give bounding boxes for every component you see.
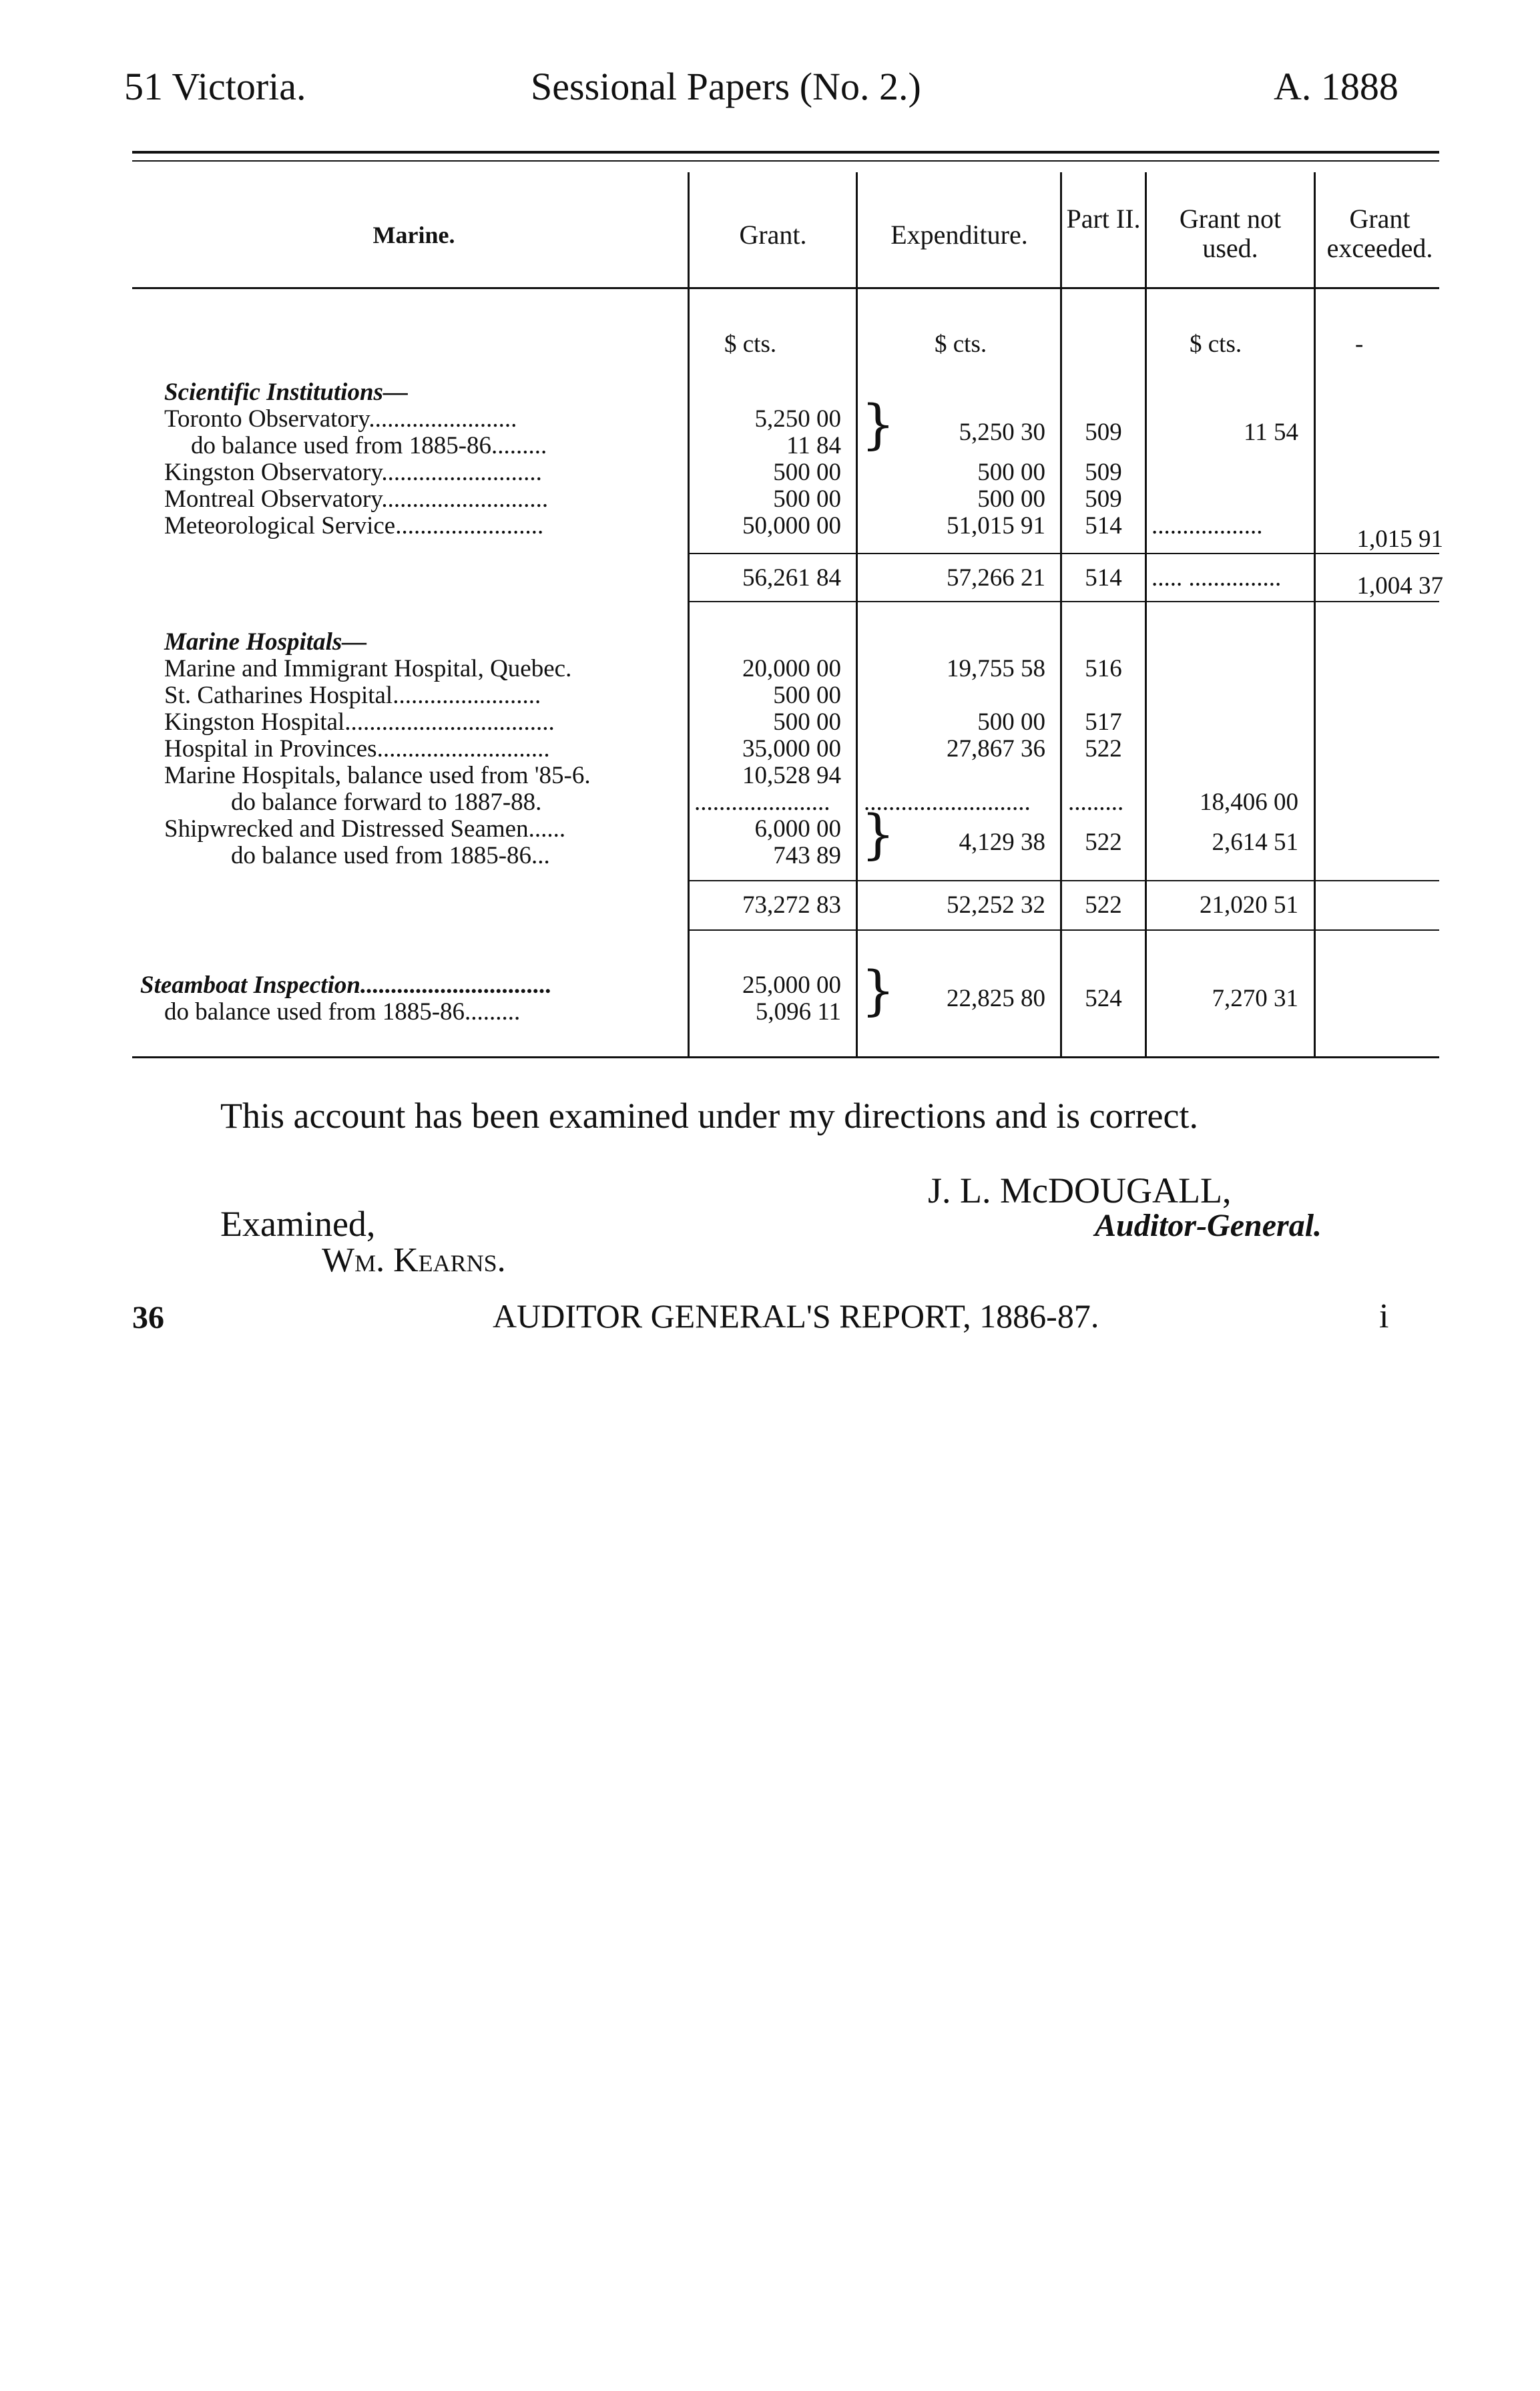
row-grant: ...................... — [694, 789, 830, 816]
report-title: AUDITOR GENERAL'S REPORT, 1886-87. — [493, 1297, 1099, 1335]
row-part: 514 — [1085, 512, 1122, 539]
subtotal-rule — [688, 553, 1439, 554]
header-left: 51 Victoria. — [124, 65, 306, 108]
row-part: 517 — [1085, 708, 1122, 736]
row-expenditure: ........................... — [864, 789, 1031, 816]
row-expenditure: 27,867 36 — [947, 735, 1045, 763]
brace: } — [861, 393, 895, 455]
brace-not-used: 2,614 51 — [1212, 829, 1298, 856]
row-label: Montreal Observatory........................... — [164, 485, 549, 513]
row-not-used: .................. — [1151, 512, 1263, 539]
brace-expenditure: 22,825 80 — [947, 985, 1045, 1012]
brace-not-used: 7,270 31 — [1212, 985, 1298, 1012]
row-grant: 500 00 — [773, 485, 841, 513]
row-label: St. Catharines Hospital........................ — [164, 682, 541, 709]
brace: } — [861, 959, 895, 1022]
page-number: 36 — [132, 1300, 164, 1335]
row-grant: 500 00 — [773, 459, 841, 486]
col-expenditure: Expenditure. — [890, 220, 1028, 250]
brace-expenditure: 5,250 30 — [959, 419, 1045, 446]
col-rule — [1314, 172, 1316, 1057]
col-part: Part II. — [1066, 204, 1141, 234]
section-title: Steamboat Inspection............................... — [140, 971, 552, 999]
signer: J. L. McDOUGALL, — [928, 1170, 1232, 1211]
signer-title: Auditor-General. — [1095, 1208, 1322, 1243]
row-grant: 50,000 00 — [742, 512, 841, 539]
unit-expenditure: $ cts. — [935, 331, 987, 358]
row-expenditure: 19,755 58 — [947, 655, 1045, 682]
total-part: 522 — [1085, 891, 1122, 919]
examined-label: Examined, — [220, 1204, 376, 1244]
brace-part: 524 — [1085, 985, 1122, 1012]
row-part: 522 — [1085, 735, 1122, 763]
examiner: Wm. Kearns. — [322, 1241, 506, 1279]
row-label: do balance forward to 1887-88. — [231, 789, 542, 816]
total-expenditure: 57,266 21 — [947, 564, 1045, 592]
row-label: do balance used from 1885-86......... — [191, 432, 547, 459]
header-rule — [132, 287, 1439, 289]
total-grant: 56,261 84 — [742, 564, 841, 592]
row-label: Marine Hospitals, balance used from '85-6. — [164, 762, 591, 789]
row-label: Shipwrecked and Distressed Seamen...... — [164, 815, 566, 843]
row-grant: 5,096 11 — [755, 998, 841, 1026]
row-not-used: 11 54 — [1244, 419, 1298, 446]
row-not-used: 18,406 00 — [1200, 789, 1298, 816]
brace: } — [861, 803, 895, 865]
col-grant-exceeded: Grant exceeded. — [1326, 204, 1433, 263]
row-expenditure: 500 00 — [977, 485, 1045, 513]
total-grant: 73,272 83 — [742, 891, 841, 919]
row-label: Marine and Immigrant Hospital, Quebec. — [164, 655, 572, 682]
row-label: do balance used from 1885-86... — [231, 842, 550, 869]
page-roman: i — [1379, 1297, 1389, 1335]
row-part: ......... — [1068, 789, 1124, 816]
col-rule — [1145, 172, 1147, 1057]
col-marine: Marine. — [372, 222, 455, 248]
row-expenditure: 500 00 — [977, 459, 1045, 486]
row-exceeded: 1,015 91 — [1356, 525, 1443, 553]
brace-expenditure: 4,129 38 — [959, 829, 1045, 856]
row-label: Meteorological Service........................ — [164, 512, 544, 539]
row-grant: 25,000 00 — [742, 971, 841, 999]
row-label: Hospital in Provinces............................ — [164, 735, 550, 763]
bottom-rule — [132, 1056, 1439, 1058]
row-grant: 20,000 00 — [742, 655, 841, 682]
col-rule — [856, 172, 858, 1057]
unit-exceeded: - — [1355, 331, 1364, 358]
row-grant: 11 84 — [786, 432, 841, 459]
row-label: Kingston Observatory.......................... — [164, 459, 542, 486]
row-label: do balance used from 1885-86......... — [164, 998, 521, 1026]
total-exceeded: 1,004 37 — [1356, 572, 1443, 600]
total-part: 514 — [1085, 564, 1122, 592]
col-grant: Grant. — [739, 220, 807, 250]
row-expenditure: 51,015 91 — [947, 512, 1045, 539]
brace-part: 522 — [1085, 829, 1122, 856]
row-part: 509 — [1085, 485, 1122, 513]
unit-not-used: $ cts. — [1190, 331, 1242, 358]
section-title: Scientific Institutions— — [164, 379, 408, 406]
row-grant: 743 89 — [773, 842, 841, 869]
row-label: Kingston Hospital.................................. — [164, 708, 555, 736]
row-grant: 5,250 00 — [754, 405, 841, 433]
row-grant: 6,000 00 — [754, 815, 841, 843]
row-part: 509 — [1085, 459, 1122, 486]
total-expenditure: 52,252 32 — [947, 891, 1045, 919]
row-part: 509 — [1085, 419, 1122, 446]
header-center: Sessional Papers (No. 2.) — [531, 65, 921, 108]
unit-grant: $ cts. — [724, 331, 777, 358]
col-rule — [688, 172, 690, 1057]
row-grant: 10,528 94 — [742, 762, 841, 789]
header-right: A. 1888 — [1274, 65, 1398, 108]
total-not-used: 21,020 51 — [1200, 891, 1298, 919]
statement: This account has been examined under my directions and is correct. — [220, 1096, 1198, 1136]
row-grant: 500 00 — [773, 682, 841, 709]
section-title: Marine Hospitals— — [164, 628, 367, 656]
row-part: 516 — [1085, 655, 1122, 682]
total-not-used: ..... ............... — [1151, 564, 1282, 592]
row-grant: 500 00 — [773, 708, 841, 736]
col-grant-not-used: Grant not used. — [1179, 204, 1282, 263]
row-grant: 35,000 00 — [742, 735, 841, 763]
subtotal-rule — [688, 601, 1439, 602]
subtotal-rule — [688, 880, 1439, 881]
subtotal-rule — [688, 929, 1439, 931]
top-rule — [132, 151, 1439, 154]
row-expenditure: 500 00 — [977, 708, 1045, 736]
col-rule — [1060, 172, 1062, 1057]
top-rule-thin — [132, 160, 1439, 162]
row-label: Toronto Observatory........................ — [164, 405, 517, 433]
